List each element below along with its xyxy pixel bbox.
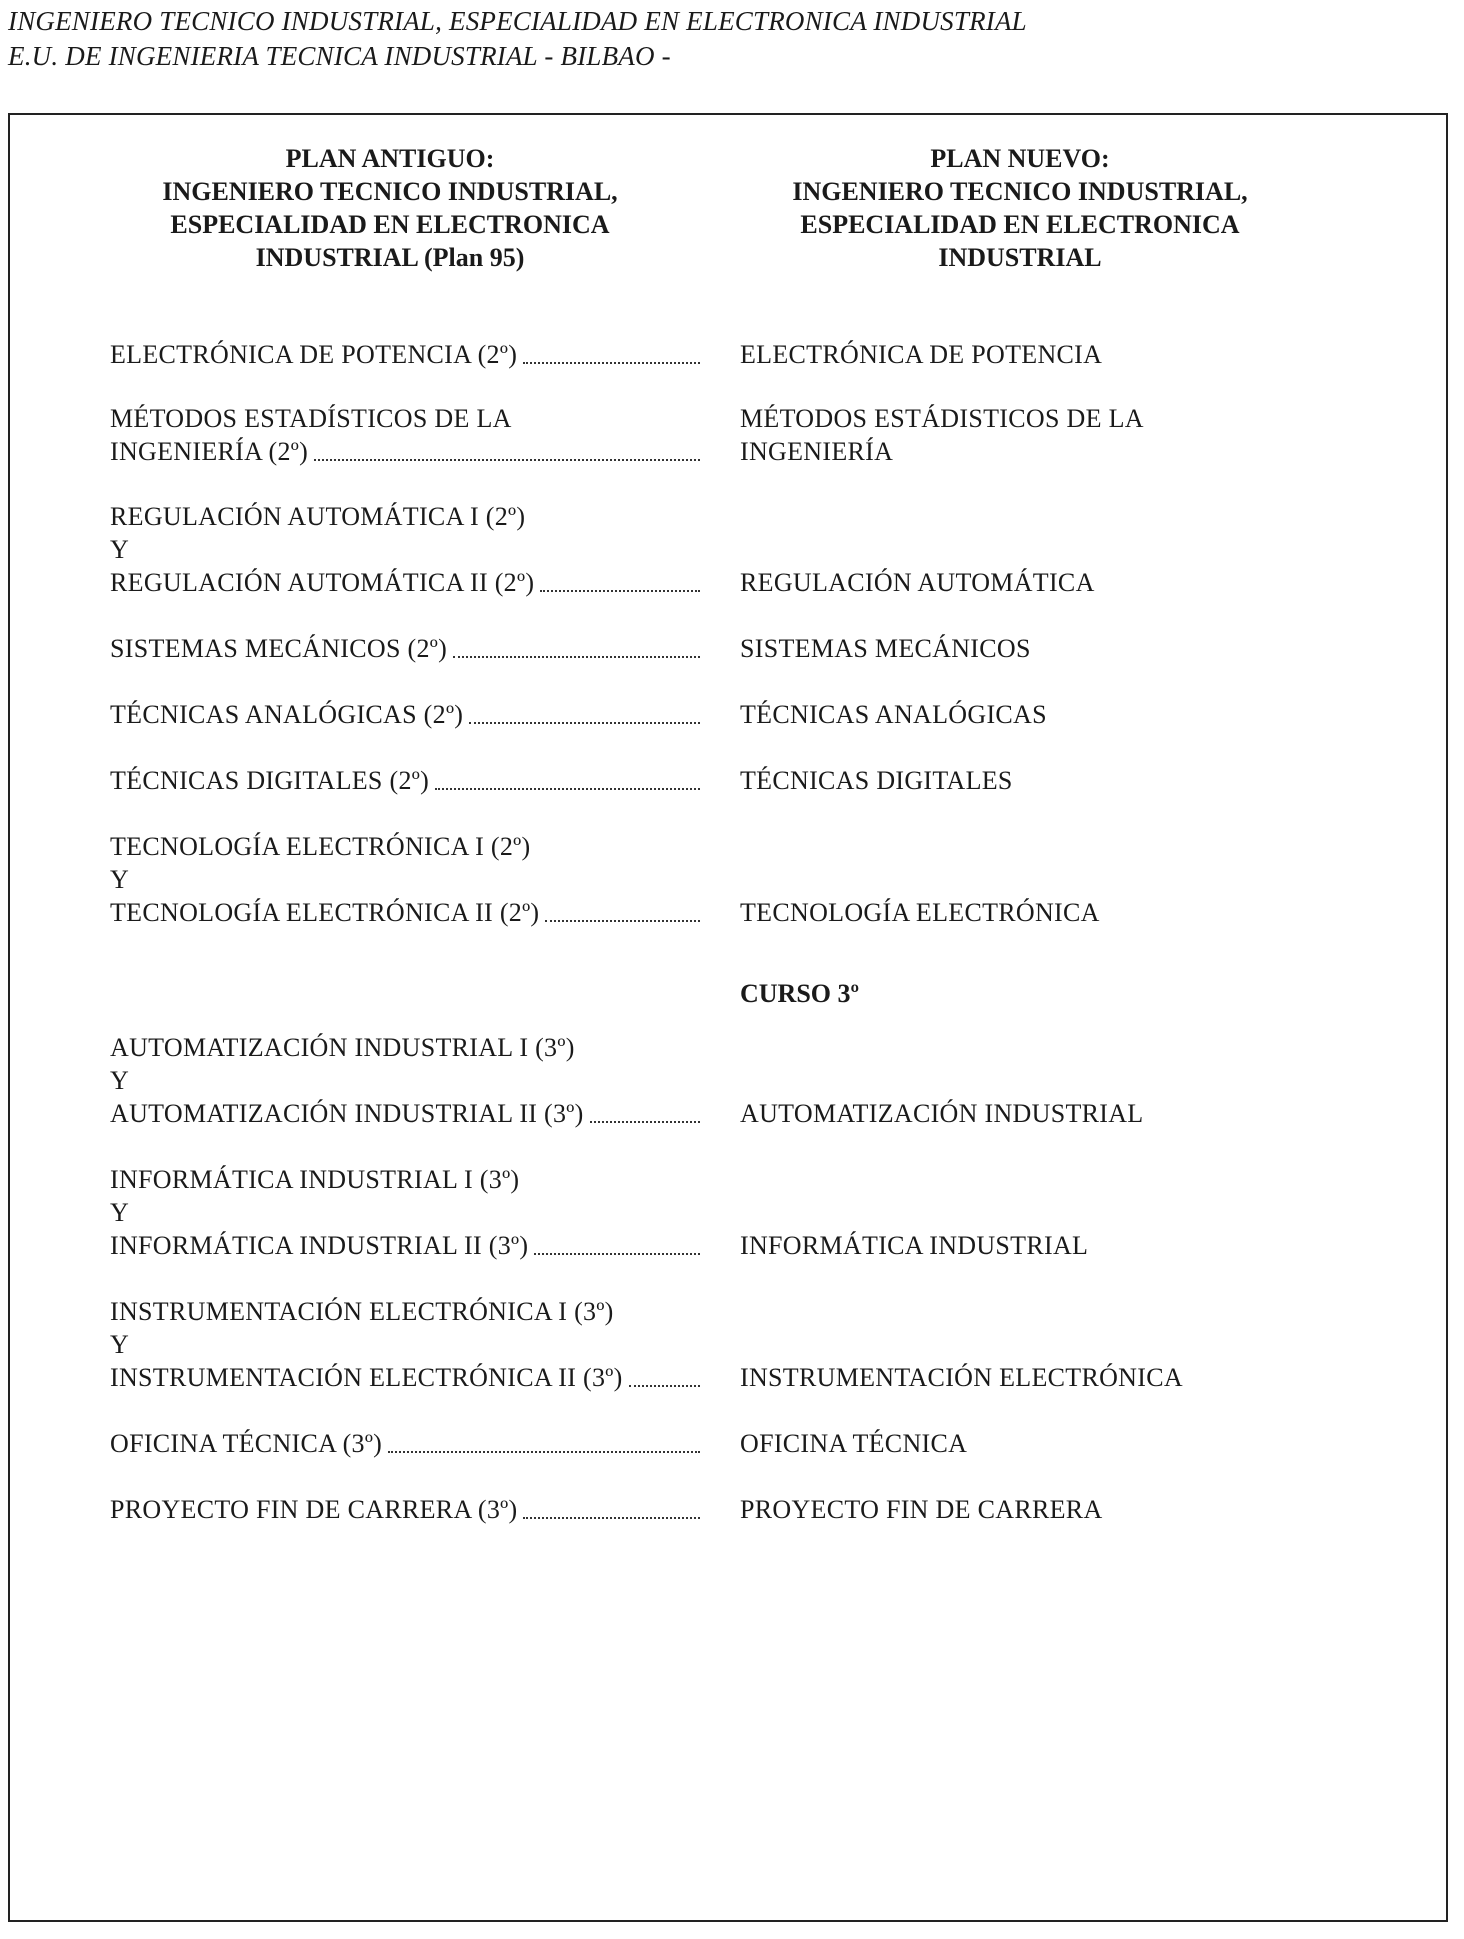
new-subject <box>740 1427 1300 1460</box>
new-plan-heading-line: INDUSTRIAL <box>938 243 1102 272</box>
old-subject-text: Y <box>110 1330 130 1359</box>
section-label-curso: CURSO 3º <box>740 979 860 1008</box>
new-subject-text: TECNOLOGÍA ELECTRÓNICA <box>740 898 1100 927</box>
old-subject <box>110 1163 700 1262</box>
old-subject-text: TECNOLOGÍA ELECTRÓNICA I (2º) <box>110 832 531 861</box>
old-subject-text: INGENIERÍA (2º) <box>110 437 309 466</box>
old-subject-line <box>110 1295 700 1328</box>
old-subject-line <box>110 500 700 533</box>
old-subject <box>110 500 700 599</box>
new-subject-text: TÉCNICAS ANALÓGICAS <box>740 700 1047 729</box>
new-subject-text: INGENIERÍA <box>740 437 894 466</box>
document-header <box>8 4 1027 74</box>
old-subject-text: ELECTRÓNICA DE POTENCIA (2º) <box>110 340 518 369</box>
header-line-1: INGENIERO TECNICO INDUSTRIAL, ESPECIALIDAD EN ELECTRONICA INDUSTRIAL <box>8 6 1027 36</box>
old-subject <box>110 698 700 731</box>
old-subject-text: OFICINA TÉCNICA (3º) <box>110 1429 383 1458</box>
old-subject <box>110 1295 700 1394</box>
old-plan-heading-line: ESPECIALIDAD EN ELECTRONICA <box>170 210 610 239</box>
leader-dots <box>314 459 700 461</box>
leader-dots <box>453 656 700 658</box>
old-subject-text: INSTRUMENTACIÓN ELECTRÓNICA II (3º) <box>110 1363 623 1392</box>
old-subject-text: TÉCNICAS DIGITALES (2º) <box>110 766 430 795</box>
old-subject-line <box>110 632 700 665</box>
new-subject-text: PROYECTO FIN DE CARRERA <box>740 1495 1103 1524</box>
old-subject-line <box>110 1097 700 1130</box>
new-subject <box>740 402 1300 468</box>
old-subject-line <box>110 896 700 929</box>
old-subject-text: Y <box>110 1198 130 1227</box>
old-subject-line <box>110 1163 700 1196</box>
old-subject-text: TÉCNICAS ANALÓGICAS (2º) <box>110 700 464 729</box>
old-subject-line <box>110 1229 700 1262</box>
old-subject <box>110 764 700 797</box>
new-plan-heading-line: INGENIERO TECNICO INDUSTRIAL, <box>792 177 1248 206</box>
old-subject-line <box>110 863 700 896</box>
new-subject <box>740 1361 1300 1394</box>
old-subject <box>110 632 700 665</box>
old-subject-line <box>110 533 700 566</box>
old-subject-text: PROYECTO FIN DE CARRERA (3º) <box>110 1495 518 1524</box>
old-subject-line <box>110 1328 700 1361</box>
new-subject-text: TÉCNICAS DIGITALES <box>740 766 1013 795</box>
old-subject <box>110 1427 700 1460</box>
new-subject-text: INSTRUMENTACIÓN ELECTRÓNICA <box>740 1363 1183 1392</box>
old-subject-text: INSTRUMENTACIÓN ELECTRÓNICA I (3º) <box>110 1297 614 1326</box>
old-subject-line <box>110 1427 700 1460</box>
old-subject-text: SISTEMAS MECÁNICOS (2º) <box>110 634 448 663</box>
new-subject <box>740 896 1300 929</box>
new-subject-text: AUTOMATIZACIÓN INDUSTRIAL <box>740 1099 1144 1128</box>
new-subject <box>740 1097 1300 1130</box>
old-subject <box>110 402 700 468</box>
new-plan-heading-line: PLAN NUEVO: <box>930 144 1110 173</box>
old-subject-text: MÉTODOS ESTADÍSTICOS DE LA <box>110 404 512 433</box>
old-subject-text: AUTOMATIZACIÓN INDUSTRIAL I (3º) <box>110 1033 575 1062</box>
leader-dots <box>523 362 700 364</box>
new-subject <box>740 566 1300 599</box>
old-subject-line <box>110 402 700 435</box>
old-subject-line <box>110 764 700 797</box>
leader-dots <box>629 1385 700 1387</box>
old-subject-line <box>110 830 700 863</box>
new-subject <box>740 764 1300 797</box>
old-subject-line <box>110 435 700 468</box>
old-subject-text: TECNOLOGÍA ELECTRÓNICA II (2º) <box>110 898 540 927</box>
leader-dots <box>540 590 700 592</box>
old-subject-text: Y <box>110 865 130 894</box>
new-subject-text: INFORMÁTICA INDUSTRIAL <box>740 1231 1089 1260</box>
old-subject-line <box>110 566 700 599</box>
old-plan-heading-line: PLAN ANTIGUO: <box>285 144 495 173</box>
leader-dots <box>435 788 700 790</box>
header-line-2: E.U. DE INGENIERIA TECNICA INDUSTRIAL - BILBAO - <box>8 41 671 71</box>
new-subject <box>740 1229 1300 1262</box>
old-subject-text: REGULACIÓN AUTOMÁTICA II (2º) <box>110 568 535 597</box>
leader-dots <box>469 722 700 724</box>
old-subject <box>110 1493 700 1526</box>
leader-dots <box>523 1517 700 1519</box>
new-subject-text: ELECTRÓNICA DE POTENCIA <box>740 340 1103 369</box>
new-subject-text: REGULACIÓN AUTOMÁTICA <box>740 568 1095 597</box>
leader-dots <box>545 920 700 922</box>
old-subject-line <box>110 1196 700 1229</box>
new-subject-text: SISTEMAS MECÁNICOS <box>740 634 1031 663</box>
new-subject-text: OFICINA TÉCNICA <box>740 1429 968 1458</box>
old-plan-heading-line: INDUSTRIAL (Plan 95) <box>255 243 525 272</box>
old-subject <box>110 830 700 929</box>
old-subject-line <box>110 338 700 371</box>
new-plan-heading <box>740 142 1300 274</box>
old-subject <box>110 338 700 371</box>
leader-dots <box>590 1121 700 1123</box>
old-subject <box>110 1031 700 1130</box>
new-subject <box>740 632 1300 665</box>
new-subject <box>740 1493 1300 1526</box>
old-subject-text: AUTOMATIZACIÓN INDUSTRIAL II (3º) <box>110 1099 584 1128</box>
new-subject-text: MÉTODOS ESTÁDISTICOS DE LA <box>740 404 1144 433</box>
old-subject-text: INFORMÁTICA INDUSTRIAL I (3º) <box>110 1165 520 1194</box>
leader-dots <box>534 1253 700 1255</box>
new-subject <box>740 338 1300 371</box>
old-subject-text: Y <box>110 535 130 564</box>
old-plan-heading-line: INGENIERO TECNICO INDUSTRIAL, <box>162 177 618 206</box>
old-subject-line <box>110 1361 700 1394</box>
old-subject-line <box>110 698 700 731</box>
content-frame <box>8 113 1448 1922</box>
old-subject-text: REGULACIÓN AUTOMÁTICA I (2º) <box>110 502 526 531</box>
new-subject <box>740 698 1300 731</box>
old-subject-line <box>110 1493 700 1526</box>
old-subject-text: Y <box>110 1066 130 1095</box>
leader-dots <box>388 1451 700 1453</box>
old-plan-heading <box>110 142 670 274</box>
old-subject-line <box>110 1064 700 1097</box>
old-subject-text: INFORMÁTICA INDUSTRIAL II (3º) <box>110 1231 529 1260</box>
new-plan-heading-line: ESPECIALIDAD EN ELECTRONICA <box>800 210 1240 239</box>
old-subject-line <box>110 1031 700 1064</box>
